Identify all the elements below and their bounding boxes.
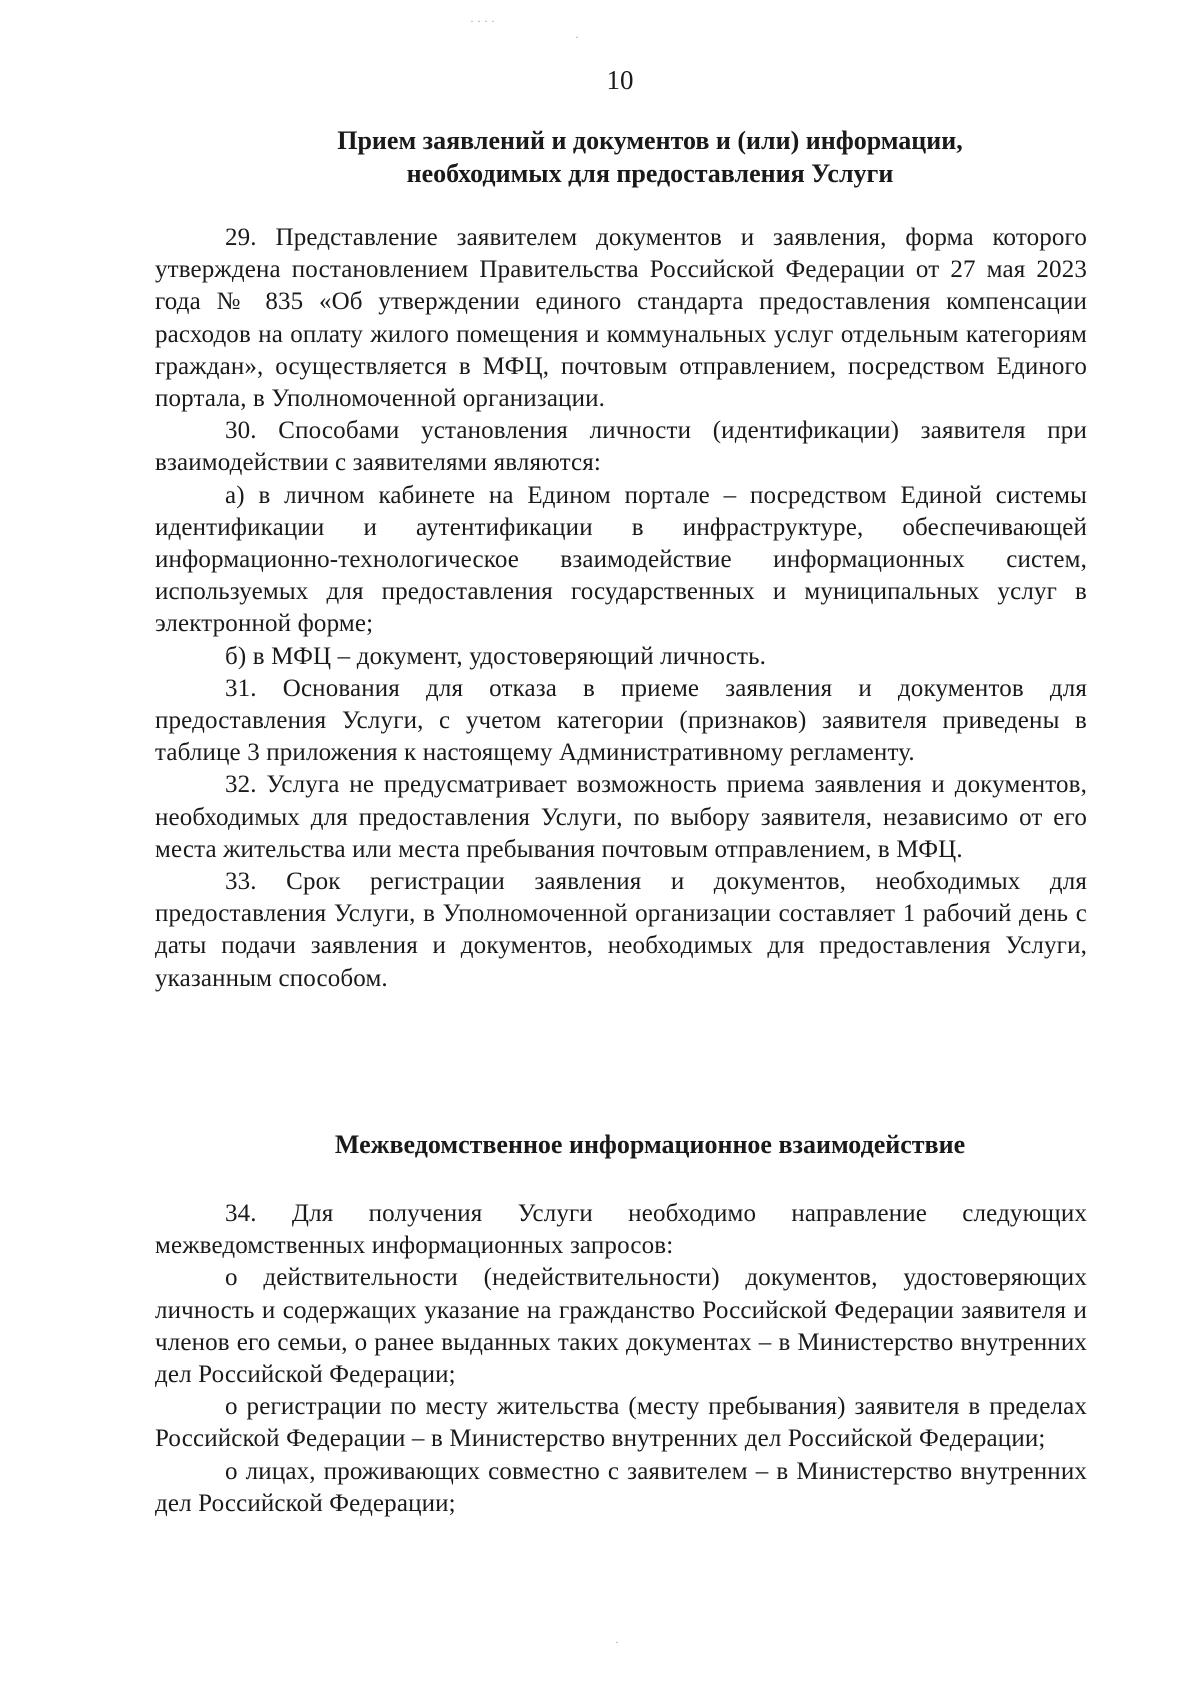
section-heading-application-intake xyxy=(60,124,1200,190)
section-body-application-intake xyxy=(155,222,1087,995)
page-number: 10 xyxy=(606,65,634,95)
paragraph-34-item-documents-validity: о действительности (недействительности) документов, удостоверяющих личность и содержащих указание на гражданство Российской Федерации заявителя и членов его семьи, о ранее выданных таких документах – в Министерство внутренних дел Российской Федерации; xyxy=(155,1264,1087,1389)
paragraph-32: 32. Услуга не предусматривает возможность приема заявления и документов, необходимых для предоставления Услуги, по выбору заявителя, независимо от его места жительства или места пребывания почтовым отправлением, в МФЦ. xyxy=(155,771,1087,863)
scan-speckle: · xyxy=(575,30,579,44)
paragraph-30: 30. Способами установления личности (идентификации) заявителя при взаимодействии с заявителями являются: xyxy=(155,417,1087,477)
paragraph-29: 29. Представление заявителем документов и заявления, форма которого утверждена постановлением Правительства Российской Федерации от 27 мая 2023 года № 835 «Об утверждении единого стандарта предоставления компенсации расходов на оплату жилого помещения и коммунальных услуг отдельным категориям граждан», осуществляется в МФЦ, почтовым отправлением, посредством Единого портала, в Уполномоченной организации. xyxy=(155,224,1087,413)
paragraph-30-item-b: б) в МФЦ – документ, удостоверяющий личность. xyxy=(225,642,767,670)
paragraph-31: 31. Основания для отказа в приеме заявления и документов для предоставления Услуги, с учетом категории (признаков) заявителя приведены в таблице 3 приложения к настоящему Административному регламенту. xyxy=(155,674,1087,767)
scan-speckle: · · · · xyxy=(470,14,495,28)
paragraph-34-item-registration: о регистрации по месту жительства (месту пребывания) заявителя в пределах Российской Федерации – в Министерство внутренних дел Российской Федерации; xyxy=(155,1393,1087,1453)
paragraph-33: 33. Срок регистрации заявления и документов, необходимых для предоставления Услуги, в Уполномоченной организации составляет 1 рабочий день с даты подачи заявления и документов, необходимых для предоставления Услуги, указанным способом. xyxy=(155,868,1087,992)
section-heading-line: Прием заявлений и документов и (или) информации, xyxy=(337,126,963,155)
paragraph-30-item-a: а) в личном кабинете на Едином портале – посредством Единой системы идентификации и аутентификации в инфраструктуре, обеспечивающей информационно-технологическое взаимодействие информационных систем, используемых для предоставления государственных и муниципальных услуг в электронной форме; xyxy=(155,481,1087,638)
paragraph-34: 34. Для получения Услуги необходимо направление следующих межведомственных информационных запросов: xyxy=(155,1200,1087,1260)
section-body-interagency xyxy=(155,1198,1087,1520)
paragraph-34-item-cohabitants: о лицах, проживающих совместно с заявителем – в Министерство внутренних дел Российской Федерации; xyxy=(155,1457,1087,1517)
section-heading-interagency: Межведомственное информационное взаимодействие xyxy=(334,1130,966,1159)
section-heading-line: необходимых для предоставления Услуги xyxy=(406,159,894,188)
scan-speckle: · xyxy=(615,1635,619,1649)
